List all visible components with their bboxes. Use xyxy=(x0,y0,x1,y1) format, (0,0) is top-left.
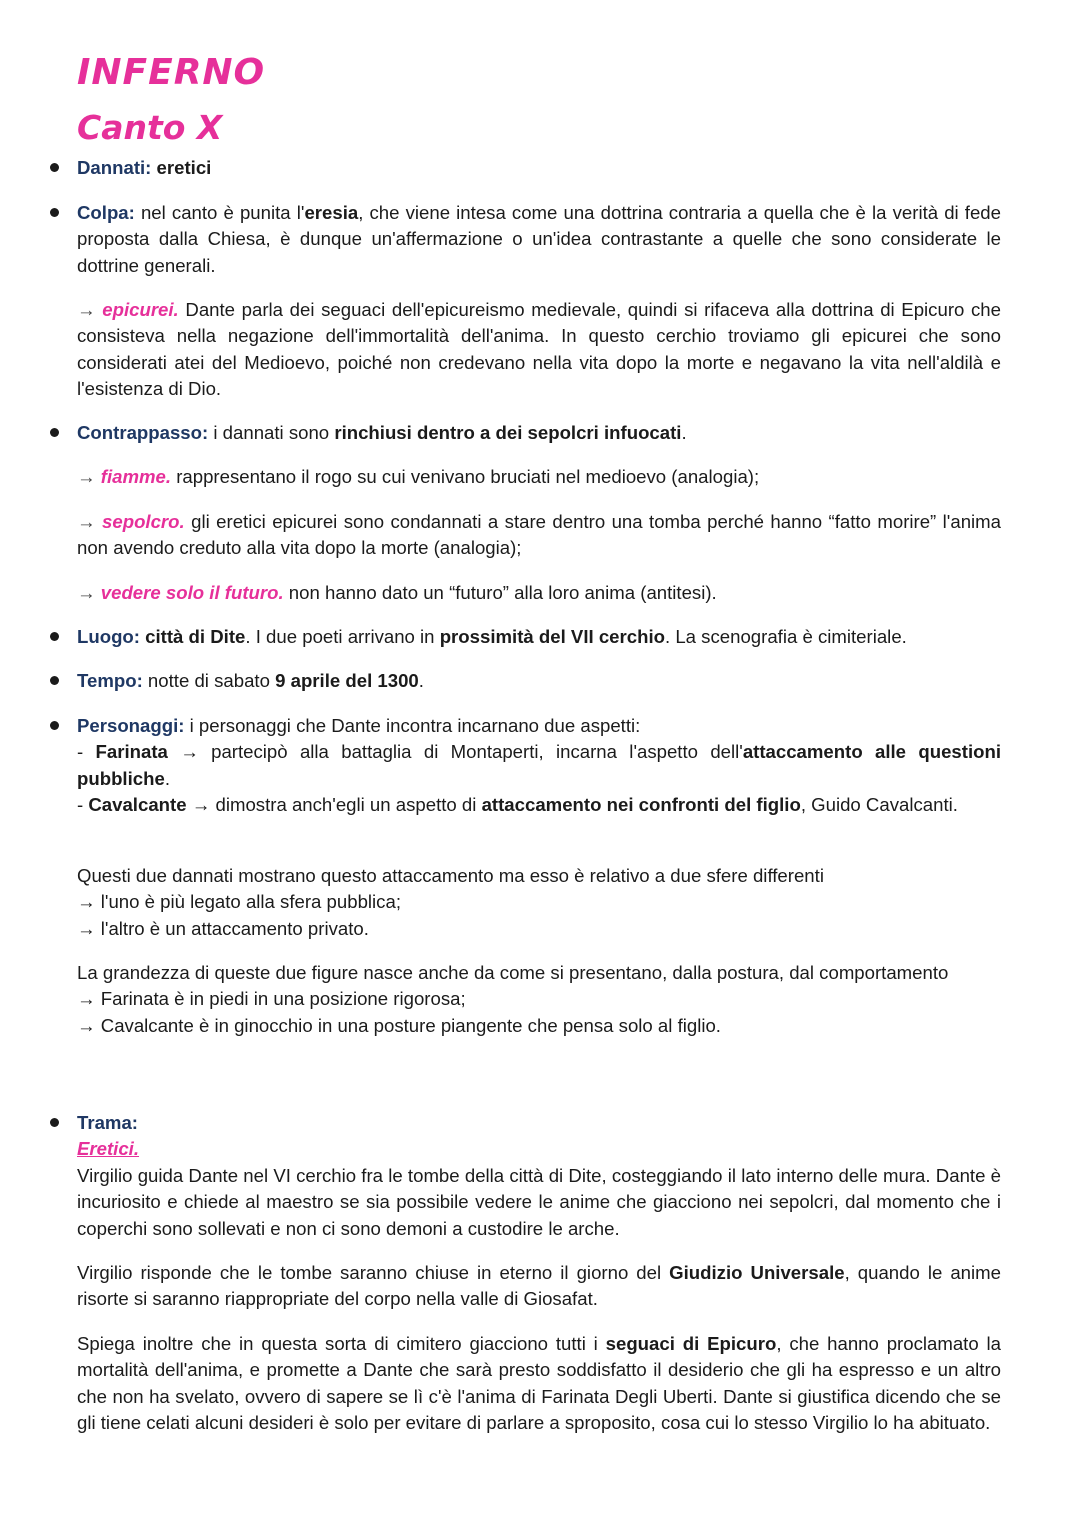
section-luogo: Luogo: città di Dite. I due poeti arrivano in prossimità del VII cerchio. La scenografia è cimiteriale. xyxy=(77,626,907,647)
paragraph-futuro: → vedere solo il futuro. non hanno dato un “futuro” alla loro anima (antitesi). xyxy=(77,582,717,603)
label-trama: Trama: xyxy=(77,1112,138,1133)
label-colpa: Colpa: xyxy=(77,202,135,223)
bullet-personaggi xyxy=(50,721,59,730)
section-dannati: Dannati: eretici xyxy=(77,157,212,178)
bullet-dannati xyxy=(50,163,59,172)
bullet-tempo xyxy=(50,676,59,685)
label-contrappasso: Contrappasso: xyxy=(77,422,209,443)
bullet-trama xyxy=(50,1118,59,1127)
label-dannati: Dannati: xyxy=(77,157,152,178)
bullet-contrappasso xyxy=(50,428,59,437)
section-colpa: Colpa: nel canto è punita l'eresia, che viene intesa come una dottrina contraria a quella che è la verità di fede proposta dalla Chiesa, è dunque un'affermazione o un'idea contrastante a quelle che sono considerate le dottrine generali. xyxy=(77,202,1001,276)
paragraph-questi: Questi due dannati mostrano questo attaccamento ma esso è relativo a due sfere differenti → l'uno è più legato alla sfera pubblica; → l'altro è un attaccamento privato. xyxy=(77,865,824,939)
section-contrappasso: Contrappasso: i dannati sono rinchiusi dentro a dei sepolcri infuocati. xyxy=(77,422,687,443)
section-trama xyxy=(77,1110,1001,1242)
paragraph-grandezza: La grandezza di queste due figure nasce anche da come si presentano, dalla postura, dal comportamento → Farinata è in piedi in una posizione rigorosa; → Cavalcante è in ginocchio in una posture piangente che pensa solo al figlio. xyxy=(77,962,949,1036)
page-subtitle: Canto X xyxy=(77,108,223,147)
paragraph-fiamme: → fiamme. rappresentano il rogo su cui venivano bruciati nel medioevo (analogia); xyxy=(77,466,760,487)
bullet-colpa xyxy=(50,208,59,217)
section-personaggi: Personaggi: i personaggi che Dante incontra incarnano due aspetti: - Farinata → partecipò alla battaglia di Montaperti, incarna l'aspetto dell'attaccamento alle questioni pubbliche. - Cavalcante → dimostra anch'egli un aspetto di attaccamento nei confronti del figlio, Guido Cavalcanti. xyxy=(77,715,1001,816)
trama-paragraph-3: Spiega inoltre che in questa sorta di cimitero giacciono tutti i seguaci di Epicuro, che hanno proclamato la mortalità dell'anima, e promette a Dante che sarà presto soddisfatto il desiderio che gli ha espresso e un altro che non ha svelato, ovvero di sapere se lì c'è l'anima di Farinata Degli Uberti. Dante si giustifica dicendo che se gli tiene celati alcuni desideri è solo per evitare di parlare a sproposito, cosa cui lo stesso Virgilio lo ha abituato. xyxy=(77,1333,1001,1434)
subheading-eretici: Eretici. xyxy=(77,1138,140,1160)
bullet-luogo xyxy=(50,632,59,641)
page-title: INFERNO xyxy=(77,52,266,93)
section-tempo: Tempo: notte di sabato 9 aprile del 1300. xyxy=(77,670,424,691)
paragraph-epicurei: → epicurei. Dante parla dei seguaci dell'epicureismo medievale, quindi si rifaceva alla dottrina di Epicuro che consisteva nella negazione dell'immortalità dell'anima. In questo cerchio troviamo gli epicurei che sono considerati atei del Medioevo, poiché non credevano nella vita dopo la morte e negavano la vita nell'aldilà e l'esistenza di Dio. xyxy=(77,299,1001,400)
paragraph-sepolcro: → sepolcro. gli eretici epicurei sono condannati a stare dentro una tomba perché hanno “fatto morire” l'anima non avendo creduto alla vita dopo la morte (analogia); xyxy=(77,511,1001,559)
trama-paragraph-1: Virgilio guida Dante nel VI cerchio fra le tombe della città di Dite, costeggiando il lato interno delle mura. Dante è incuriosito e chiede al maestro se sia possibile vedere le anime che giacciono nei sepolcri, dal momento che i coperchi sono sollevati e non ci sono demoni a custodire le arche. xyxy=(77,1164,1001,1239)
label-luogo: Luogo: xyxy=(77,626,140,647)
label-personaggi: Personaggi: xyxy=(77,715,185,736)
label-tempo: Tempo: xyxy=(77,670,143,691)
trama-paragraph-2: Virgilio risponde che le tombe saranno chiuse in eterno il giorno del Giudizio Universale, quando le anime risorte si saranno riappropriate del corpo nella valle di Giosafat. xyxy=(77,1262,1001,1310)
